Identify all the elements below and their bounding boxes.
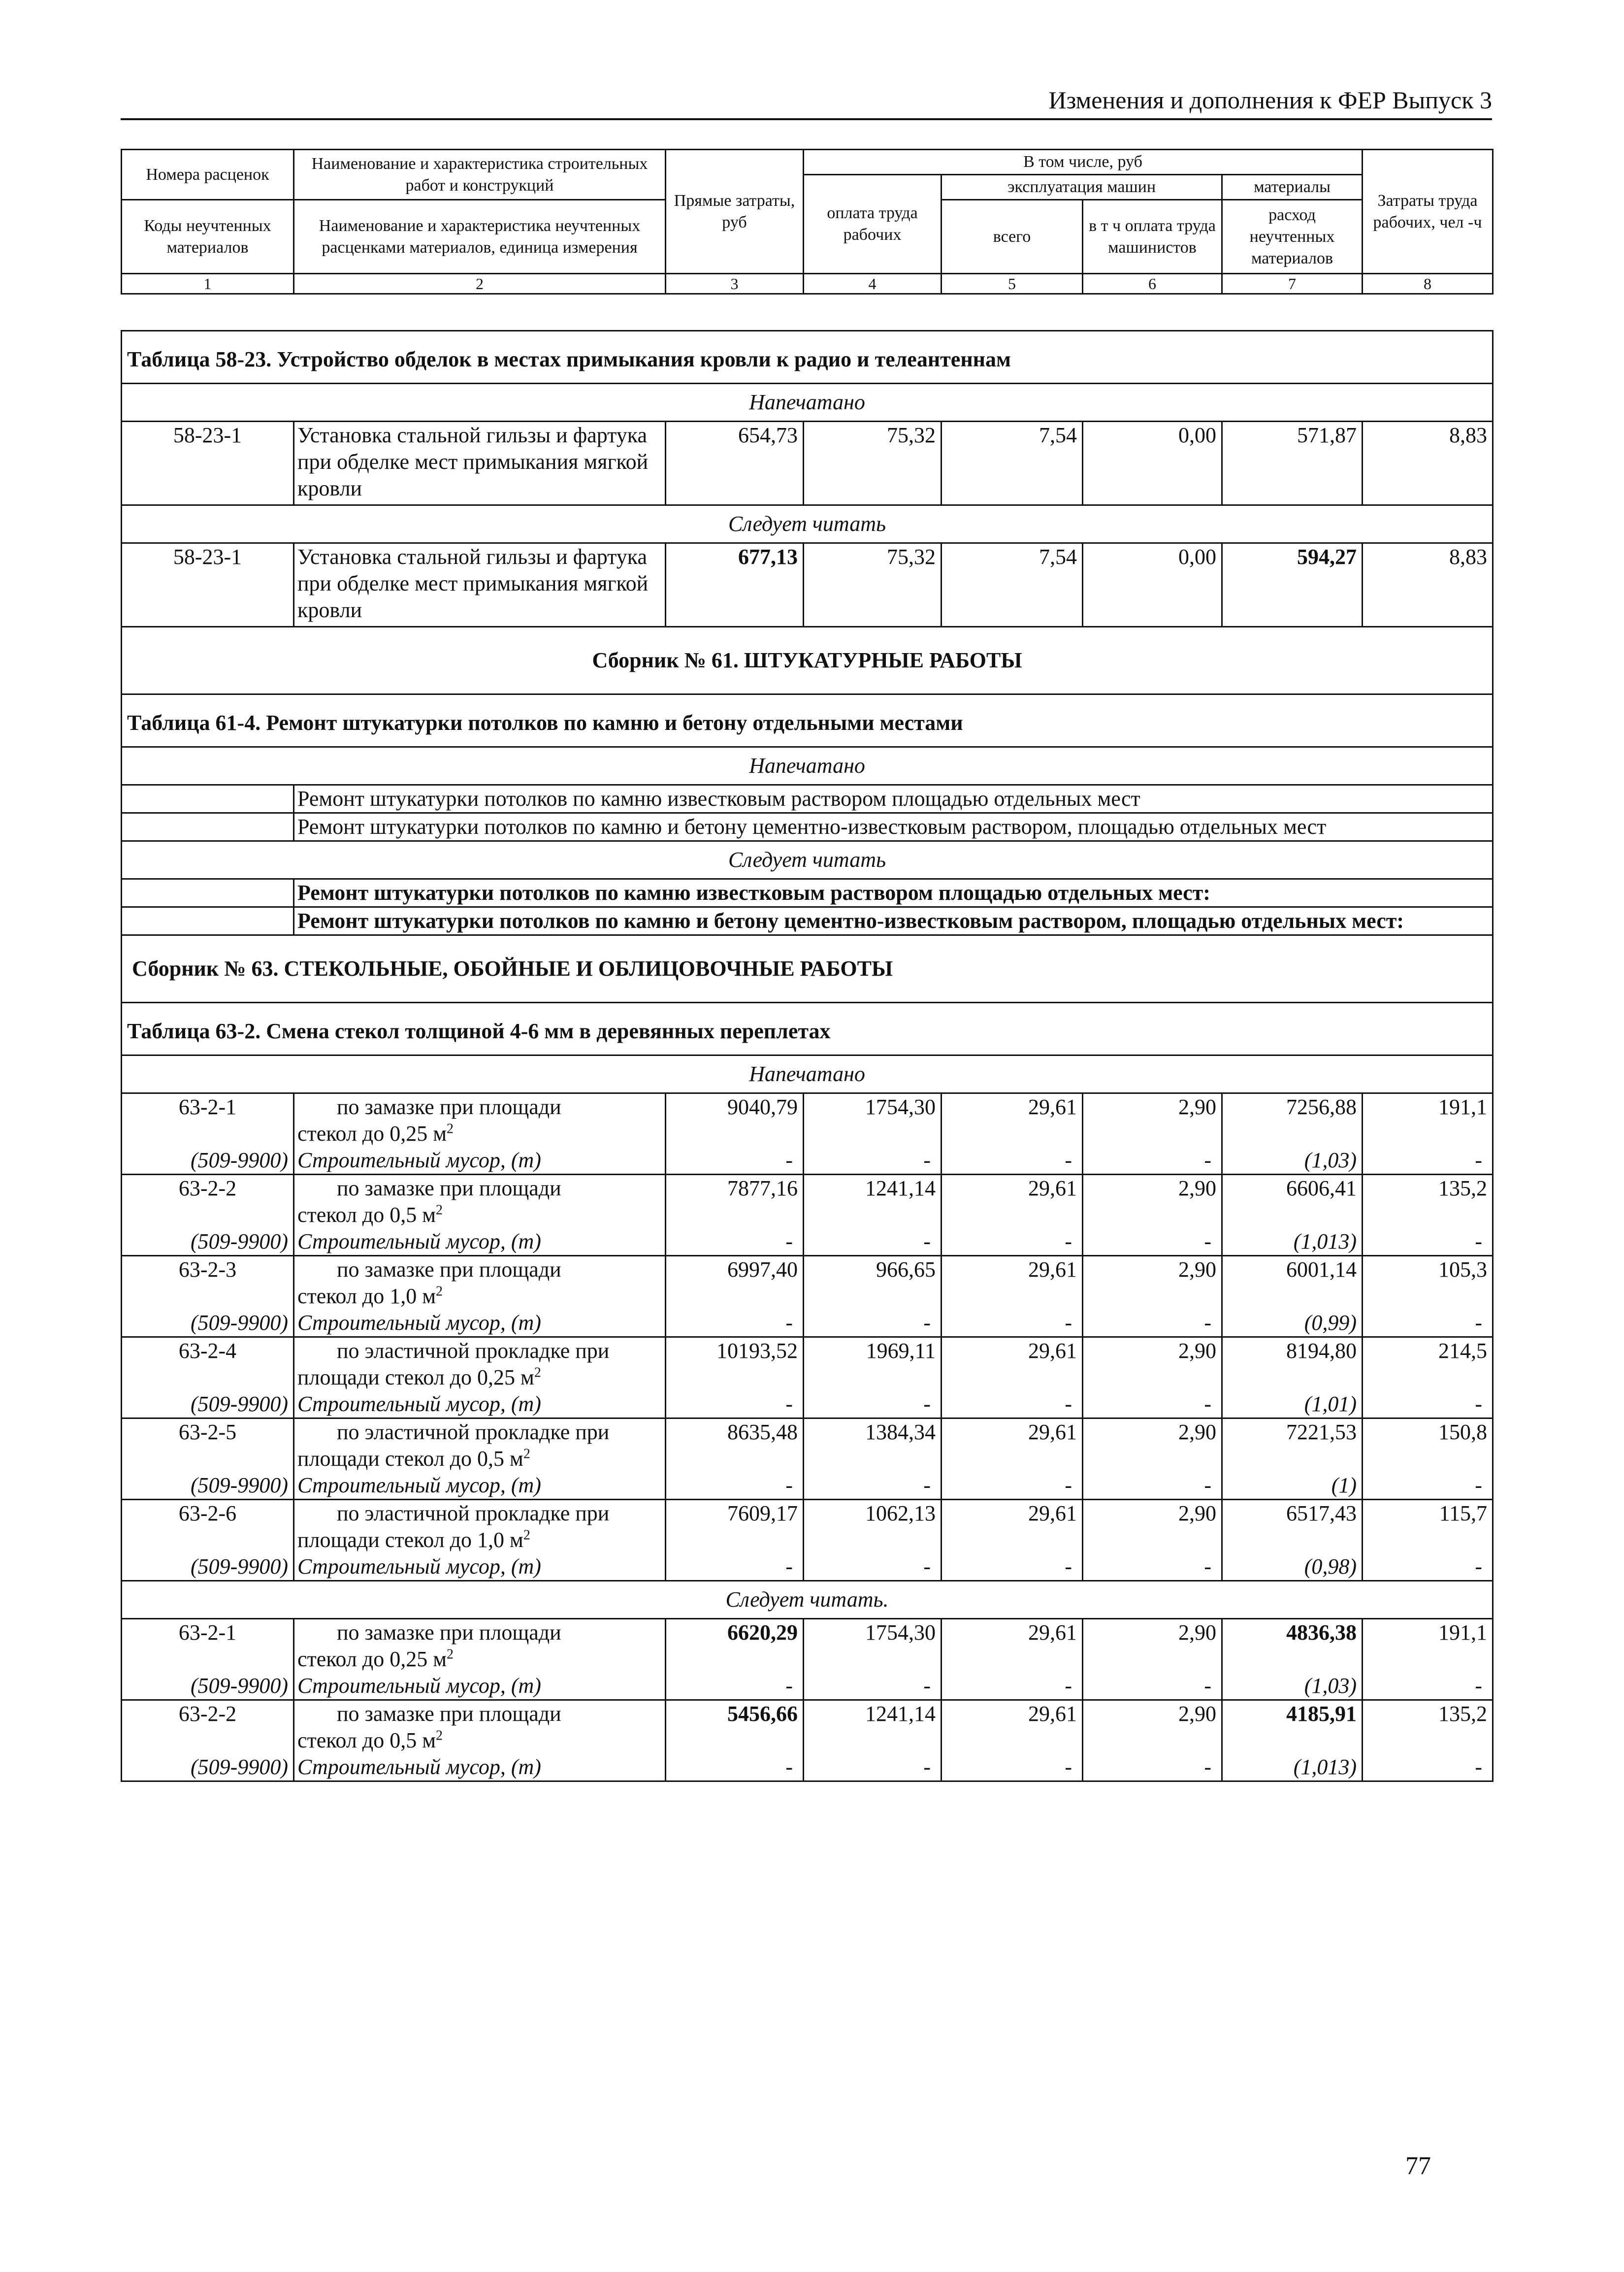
- col-number: 1: [122, 274, 294, 294]
- dash: -: [1363, 1391, 1493, 1418]
- materials: 571,87: [1222, 422, 1363, 505]
- rate-name: Установка стальной гильзы и фартука при обделке мест примыкания мягкой кровли: [294, 543, 666, 627]
- dash: -: [804, 1147, 942, 1175]
- waste-amount: (0,98): [1222, 1553, 1363, 1581]
- direct-costs: 7609,17: [666, 1500, 804, 1554]
- col-number: 6: [1083, 274, 1222, 294]
- machines-total: 29,61: [942, 1093, 1083, 1148]
- work-item: Ремонт штукатурки потолков по камню известковым раствором площадью отдельных мест: [294, 785, 1493, 813]
- material-row: [122, 1228, 1493, 1256]
- material-row: [122, 1553, 1493, 1581]
- material-row: [122, 1147, 1493, 1175]
- machines-total: 29,61: [942, 1256, 1083, 1310]
- labor-pay: 1062,13: [804, 1500, 942, 1554]
- rate-name: [294, 1500, 666, 1554]
- machines-total: 29,61: [942, 1337, 1083, 1391]
- machinist-labor: 2,90: [1083, 1256, 1222, 1310]
- rate-name-area: площади стекол до 0,5 м: [297, 1447, 523, 1471]
- dash: -: [1083, 1147, 1222, 1175]
- printed-label: Напечатано: [122, 747, 1493, 785]
- labor-hours: 135,2: [1363, 1175, 1493, 1229]
- square-superscript: 2: [534, 1365, 541, 1381]
- header-work-name: Наименование и характеристика строительных работ и конструкций: [294, 150, 666, 200]
- material-name: Строительный мусор, (т): [294, 1147, 666, 1175]
- square-superscript: 2: [436, 1202, 443, 1218]
- rate-name-line: по эластичной прокладке при: [337, 1501, 610, 1525]
- dash: -: [1363, 1472, 1493, 1500]
- direct-costs: 10193,52: [666, 1337, 804, 1391]
- header-materials-usage: расход неучтенных материалов: [1222, 200, 1363, 274]
- direct-costs: 6997,40: [666, 1256, 804, 1310]
- printed-label: Напечатано: [122, 1055, 1493, 1093]
- rate-name-line: по замазке при площади: [337, 1702, 561, 1726]
- material-code: (509-9900): [122, 1391, 294, 1418]
- material-row: [122, 1754, 1493, 1781]
- dash: -: [666, 1147, 804, 1175]
- labor-hours: 105,3: [1363, 1256, 1493, 1310]
- machinist-labor: 2,90: [1083, 1500, 1222, 1554]
- waste-amount: (0,99): [1222, 1310, 1363, 1337]
- material-name: Строительный мусор, (т): [294, 1310, 666, 1337]
- direct-costs: 9040,79: [666, 1093, 804, 1148]
- rate-name-line: по замазке при площади: [337, 1095, 561, 1119]
- materials: 594,27: [1222, 543, 1363, 627]
- direct-costs: 5456,66: [666, 1700, 804, 1754]
- square-superscript: 2: [523, 1527, 530, 1543]
- dash: -: [666, 1754, 804, 1781]
- rate-name: [294, 1337, 666, 1391]
- header-labor-pay: оплата труда рабочих: [804, 175, 942, 274]
- square-superscript: 2: [447, 1121, 454, 1137]
- col-number: 8: [1363, 274, 1493, 294]
- rate-name-area: стекол до 0,5 м: [297, 1203, 436, 1227]
- rate-name: [294, 1256, 666, 1310]
- rate-row: [122, 1175, 1493, 1229]
- rate-name-line: по замазке при площади: [337, 1257, 561, 1282]
- material-code: (509-9900): [122, 1228, 294, 1256]
- rate-row: [122, 1619, 1493, 1673]
- header-including: В том числе, руб: [804, 150, 1363, 175]
- machinist-labor: 2,90: [1083, 1619, 1222, 1673]
- table-title-58-23: Таблица 58-23. Устройство обделок в местах примыкания кровли к радио и телеантеннам: [122, 331, 1493, 384]
- work-item: Ремонт штукатурки потолков по камню и бетону цементно-известковым раствором, площадью отдельных мест:: [294, 907, 1493, 935]
- page-number: 77: [1405, 2152, 1431, 2180]
- rate-row: [122, 1337, 1493, 1391]
- dash: -: [804, 1310, 942, 1337]
- work-item: Ремонт штукатурки потолков по камню и бетону цементно-известковым раствором, площадью отдельных мест: [294, 813, 1493, 841]
- dash: -: [1083, 1228, 1222, 1256]
- waste-amount: (1,03): [1222, 1147, 1363, 1175]
- materials: 8194,80: [1222, 1337, 1363, 1391]
- direct-costs: 6620,29: [666, 1619, 804, 1673]
- should-read-label: Следует читать: [122, 841, 1493, 879]
- dash: -: [666, 1472, 804, 1500]
- dash: -: [666, 1228, 804, 1256]
- should-read-label: Следует читать: [122, 505, 1493, 543]
- material-code: (509-9900): [122, 1147, 294, 1175]
- machines-total: 29,61: [942, 1418, 1083, 1473]
- table-title-63-2: Таблица 63-2. Смена стекол толщиной 4-6 мм в деревянных переплетах: [122, 1003, 1493, 1055]
- table-title-61-4: Таблица 61-4. Ремонт штукатурки потолков по камню и бетону отдельными местами: [122, 694, 1493, 747]
- dash: -: [804, 1754, 942, 1781]
- materials: 7221,53: [1222, 1418, 1363, 1473]
- labor-hours: 115,7: [1363, 1500, 1493, 1554]
- dash: -: [804, 1553, 942, 1581]
- material-code: (509-9900): [122, 1673, 294, 1700]
- materials: 6606,41: [1222, 1175, 1363, 1229]
- waste-amount: (1): [1222, 1472, 1363, 1500]
- rate-name-area: стекол до 0,25 м: [297, 1121, 447, 1146]
- materials: 4836,38: [1222, 1619, 1363, 1673]
- dash: -: [1083, 1754, 1222, 1781]
- material-row: [122, 1673, 1493, 1700]
- machines-total: 29,61: [942, 1619, 1083, 1673]
- material-code: (509-9900): [122, 1310, 294, 1337]
- col-number: 5: [942, 274, 1083, 294]
- machinist-labor: 2,90: [1083, 1418, 1222, 1473]
- rate-name: [294, 1093, 666, 1148]
- material-name: Строительный мусор, (т): [294, 1472, 666, 1500]
- rate-row: [122, 1256, 1493, 1310]
- material-row: [122, 1310, 1493, 1337]
- material-name: Строительный мусор, (т): [294, 1553, 666, 1581]
- rate-name-line: по эластичной прокладке при: [337, 1339, 610, 1363]
- labor-pay: 1384,34: [804, 1418, 942, 1473]
- direct-costs: 654,73: [666, 422, 804, 505]
- dash: -: [1363, 1147, 1493, 1175]
- rate-name-line: [297, 1364, 660, 1391]
- dash: -: [942, 1391, 1083, 1418]
- dash: -: [804, 1673, 942, 1700]
- dash: -: [1363, 1310, 1493, 1337]
- header-direct-costs: Прямые затраты, руб: [666, 150, 804, 274]
- rate-row: [122, 1500, 1493, 1554]
- rate-name: [294, 1700, 666, 1754]
- waste-amount: (1,013): [1222, 1754, 1363, 1781]
- square-superscript: 2: [436, 1284, 443, 1299]
- labor-pay: 75,32: [804, 543, 942, 627]
- dash: -: [1363, 1673, 1493, 1700]
- rate-code: 63-2-1: [122, 1093, 294, 1148]
- labor-hours: 191,1: [1363, 1619, 1493, 1673]
- rate-name-line: по эластичной прокладке при: [337, 1420, 610, 1444]
- machinist-labor: 2,90: [1083, 1093, 1222, 1148]
- material-code: (509-9900): [122, 1754, 294, 1781]
- square-superscript: 2: [523, 1446, 530, 1462]
- col-number: 4: [804, 274, 942, 294]
- labor-pay: 1241,14: [804, 1175, 942, 1229]
- material-name: Строительный мусор, (т): [294, 1754, 666, 1781]
- dash: -: [942, 1472, 1083, 1500]
- machinist-labor: 0,00: [1083, 543, 1222, 627]
- header-machines-total: всего: [942, 200, 1083, 274]
- rate-name-line: по замазке при площади: [337, 1176, 561, 1200]
- direct-costs: 8635,48: [666, 1418, 804, 1473]
- labor-pay: 75,32: [804, 422, 942, 505]
- rate-name-area: стекол до 1,0 м: [297, 1284, 436, 1308]
- table-63-2: [121, 1092, 1494, 1782]
- rate-name-area: площади стекол до 0,25 м: [297, 1365, 534, 1389]
- materials: 6517,43: [1222, 1500, 1363, 1554]
- header-machinist-labor: в т ч оплата труда машинистов: [1083, 200, 1222, 274]
- header-labor-costs: Затраты труда рабочих, чел -ч: [1363, 150, 1493, 274]
- dash: -: [804, 1472, 942, 1500]
- rate-name-line: по замазке при площади: [337, 1620, 561, 1645]
- labor-hours: 135,2: [1363, 1700, 1493, 1754]
- rate-code: 58-23-1: [122, 543, 294, 627]
- machinist-labor: 2,90: [1083, 1337, 1222, 1391]
- rate-code: 63-2-3: [122, 1256, 294, 1310]
- dash: -: [1363, 1228, 1493, 1256]
- rate-name-line: [297, 1446, 660, 1472]
- rate-name-line: [297, 1646, 660, 1673]
- dash: -: [942, 1147, 1083, 1175]
- dash: -: [1083, 1553, 1222, 1581]
- dash: -: [942, 1228, 1083, 1256]
- rate-code: 63-2-6: [122, 1500, 294, 1554]
- col-number: 3: [666, 274, 804, 294]
- main-table: [121, 330, 1494, 1094]
- dash: -: [1083, 1673, 1222, 1700]
- material-name: Строительный мусор, (т): [294, 1391, 666, 1418]
- rate-name-line: [297, 1283, 660, 1310]
- rate-name-line: [297, 1527, 660, 1553]
- rate-name-line: [297, 1202, 660, 1228]
- material-row: [122, 1472, 1493, 1500]
- direct-costs: 677,13: [666, 543, 804, 627]
- material-code: (509-9900): [122, 1472, 294, 1500]
- rate-code: 63-2-2: [122, 1175, 294, 1229]
- rate-name: [294, 1619, 666, 1673]
- collection-title-63: Сборник № 63. СТЕКОЛЬНЫЕ, ОБОЙНЫЕ И ОБЛИЦОВОЧНЫЕ РАБОТЫ: [122, 935, 1493, 1003]
- machines-total: 7,54: [942, 543, 1083, 627]
- column-header-table: [121, 149, 1494, 295]
- rate-name-line: [297, 1727, 660, 1754]
- material-row: [122, 1391, 1493, 1418]
- machines-total: 29,61: [942, 1700, 1083, 1754]
- labor-hours: 8,83: [1363, 422, 1493, 505]
- labor-hours: 191,1: [1363, 1093, 1493, 1148]
- rate-code: 63-2-5: [122, 1418, 294, 1473]
- square-superscript: 2: [447, 1646, 454, 1662]
- col-number: 2: [294, 274, 666, 294]
- work-item: Ремонт штукатурки потолков по камню известковым раствором площадью отдельных мест:: [294, 879, 1493, 907]
- dash: -: [666, 1310, 804, 1337]
- dash: -: [1083, 1310, 1222, 1337]
- labor-hours: 150,8: [1363, 1418, 1493, 1473]
- labor-hours: 214,5: [1363, 1337, 1493, 1391]
- dash: -: [666, 1553, 804, 1581]
- dash: -: [942, 1310, 1083, 1337]
- header-machines: эксплуатация машин: [942, 175, 1222, 200]
- waste-amount: (1,01): [1222, 1391, 1363, 1418]
- rate-name-area: стекол до 0,25 м: [297, 1647, 447, 1671]
- machines-total: 29,61: [942, 1175, 1083, 1229]
- waste-amount: (1,013): [1222, 1228, 1363, 1256]
- dash: -: [804, 1391, 942, 1418]
- direct-costs: 7877,16: [666, 1175, 804, 1229]
- labor-hours: 8,83: [1363, 543, 1493, 627]
- header-materials: материалы: [1222, 175, 1363, 200]
- rate-name: [294, 1418, 666, 1473]
- machinist-labor: 2,90: [1083, 1700, 1222, 1754]
- dash: -: [1363, 1754, 1493, 1781]
- machines-total: 7,54: [942, 422, 1083, 505]
- header-rate-numbers: Номера расценок: [122, 150, 294, 200]
- labor-pay: 1754,30: [804, 1093, 942, 1148]
- dash: -: [1363, 1553, 1493, 1581]
- machinist-labor: 2,90: [1083, 1175, 1222, 1229]
- labor-pay: 1241,14: [804, 1700, 942, 1754]
- dash: -: [666, 1391, 804, 1418]
- dash: -: [1083, 1391, 1222, 1418]
- header-material-names: Наименование и характеристика неучтенных расценками материалов, единица измерения: [294, 200, 666, 274]
- should-read-label: Следует читать.: [122, 1581, 1493, 1619]
- rate-code: 58-23-1: [122, 422, 294, 505]
- collection-title-61: Сборник № 61. ШТУКАТУРНЫЕ РАБОТЫ: [122, 627, 1493, 694]
- rate-name: Установка стальной гильзы и фартука при обделке мест примыкания мягкой кровли: [294, 422, 666, 505]
- material-name: Строительный мусор, (т): [294, 1228, 666, 1256]
- col-number: 7: [1222, 274, 1363, 294]
- square-superscript: 2: [436, 1728, 443, 1744]
- material-code: (509-9900): [122, 1553, 294, 1581]
- labor-pay: 1754,30: [804, 1619, 942, 1673]
- waste-amount: (1,03): [1222, 1673, 1363, 1700]
- header-material-codes: Коды неучтенных материалов: [122, 200, 294, 274]
- rate-name-area: площади стекол до 1,0 м: [297, 1528, 523, 1552]
- rate-code: 63-2-4: [122, 1337, 294, 1391]
- materials: 6001,14: [1222, 1256, 1363, 1310]
- materials: 4185,91: [1222, 1700, 1363, 1754]
- printed-label: Напечатано: [122, 384, 1493, 422]
- rate-name-line: [297, 1120, 660, 1147]
- rate-code: 63-2-2: [122, 1700, 294, 1754]
- materials: 7256,88: [1222, 1093, 1363, 1148]
- dash: -: [942, 1754, 1083, 1781]
- rate-row: [122, 1700, 1493, 1754]
- dash: -: [804, 1228, 942, 1256]
- machinist-labor: 0,00: [1083, 422, 1222, 505]
- dash: -: [666, 1673, 804, 1700]
- labor-pay: 1969,11: [804, 1337, 942, 1391]
- dash: -: [942, 1553, 1083, 1581]
- rate-row: [122, 1093, 1493, 1148]
- running-header: Изменения и дополнения к ФЕР Выпуск 3: [121, 83, 1492, 120]
- material-name: Строительный мусор, (т): [294, 1673, 666, 1700]
- dash: -: [1083, 1472, 1222, 1500]
- rate-code: 63-2-1: [122, 1619, 294, 1673]
- rate-row: [122, 1418, 1493, 1473]
- dash: -: [942, 1673, 1083, 1700]
- labor-pay: 966,65: [804, 1256, 942, 1310]
- rate-name-area: стекол до 0,5 м: [297, 1728, 436, 1752]
- machines-total: 29,61: [942, 1500, 1083, 1554]
- rate-name: [294, 1175, 666, 1229]
